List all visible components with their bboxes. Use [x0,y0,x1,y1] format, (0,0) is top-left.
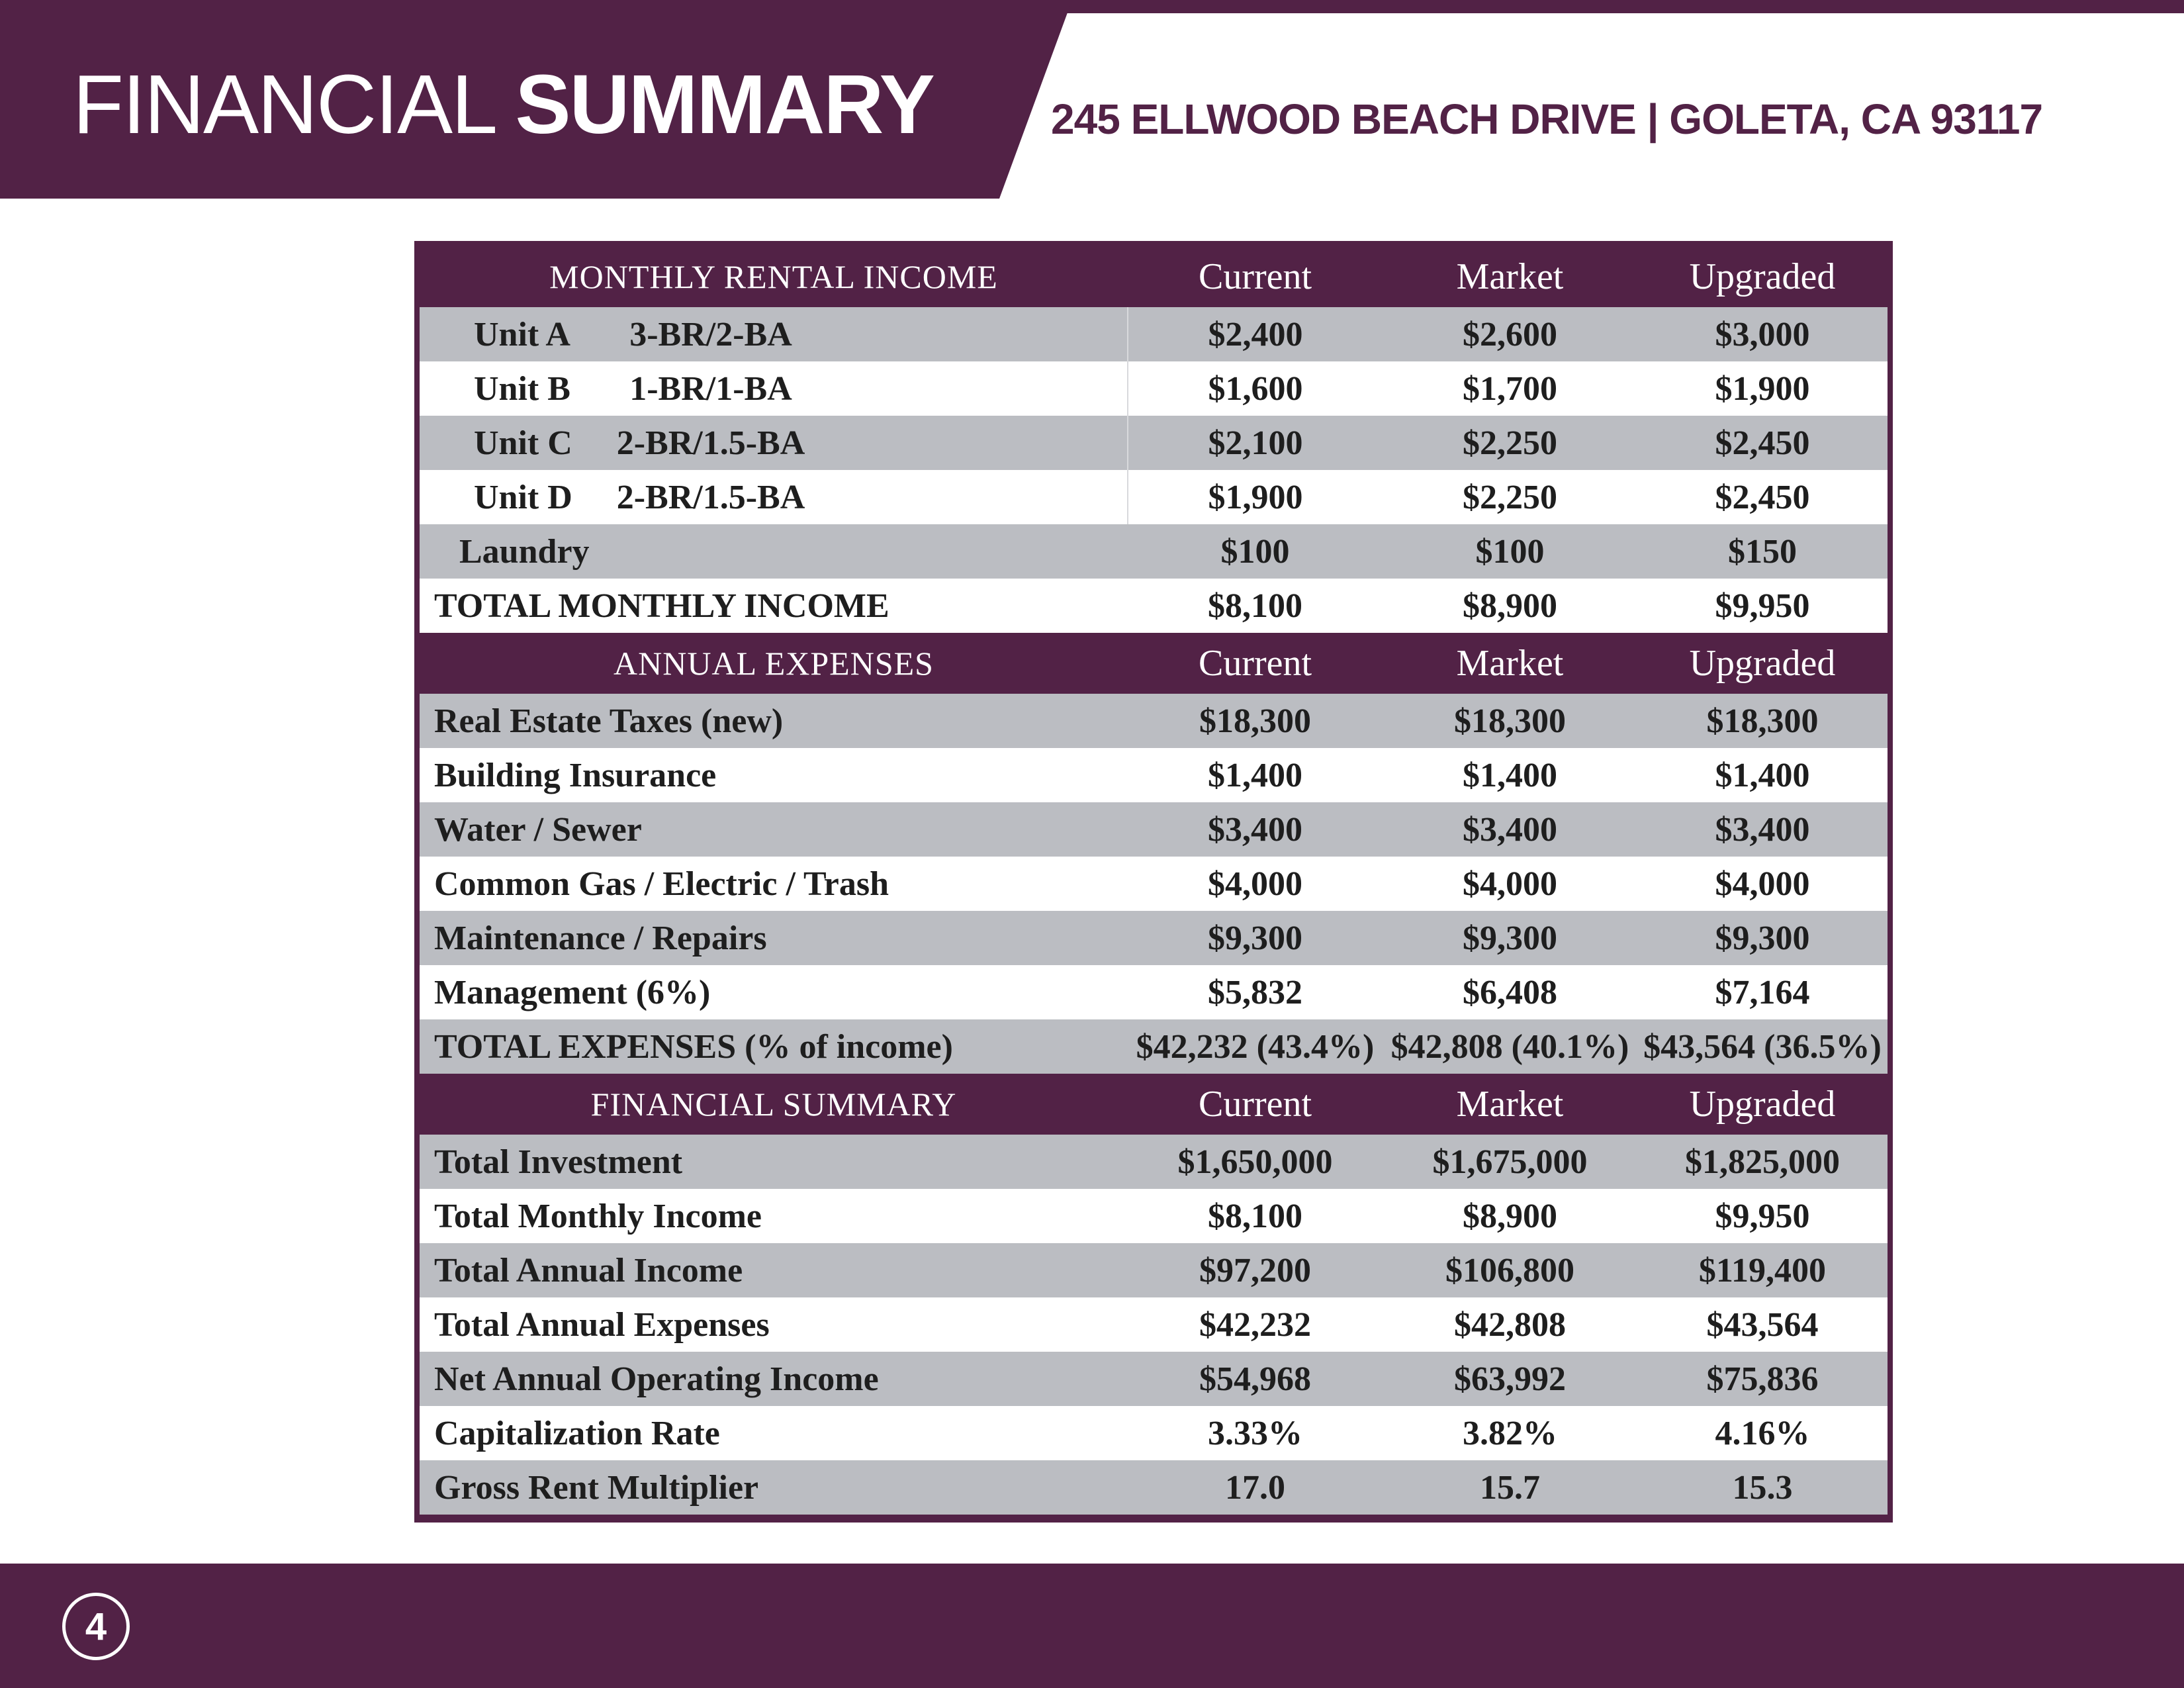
summary-row [420,1352,1888,1406]
value-current: $42,232 (43.4%) [1128,1019,1383,1074]
expenses-col-upgraded: Upgraded [1637,633,1888,694]
unit-name: Unit B [420,361,559,416]
income-row [420,307,1888,361]
expense-label: Common Gas / Electric / Trash [420,857,1128,911]
value-market: $2,600 [1383,307,1637,361]
value-upgraded: $1,825,000 [1637,1135,1888,1189]
footer-band [0,1564,2184,1688]
value-market: $18,300 [1383,694,1637,748]
summary-col-upgraded: Upgraded [1637,1074,1888,1135]
expense-row [420,802,1888,857]
total-expenses-label: TOTAL EXPENSES (% of income) [420,1019,1128,1074]
expenses-col-market: Market [1383,633,1637,694]
value-upgraded: $2,450 [1637,416,1888,470]
expenses-header-row [420,633,1888,694]
value-market: 3.82% [1383,1406,1637,1460]
unit-name: Unit C [420,416,559,470]
spacer-cell [863,307,1128,361]
value-current: $1,900 [1128,470,1383,524]
spacer-cell [863,361,1128,416]
value-current: $9,300 [1128,911,1383,965]
value-current: $54,968 [1128,1352,1383,1406]
value-market: $2,250 [1383,470,1637,524]
income-section-label: MONTHLY RENTAL INCOME [420,246,1128,307]
value-upgraded: $119,400 [1637,1243,1888,1297]
spacer-cell [863,416,1128,470]
page-title [73,58,934,151]
value-upgraded: $1,900 [1637,361,1888,416]
spacer-cell [863,470,1128,524]
summary-label: Net Annual Operating Income [420,1352,1128,1406]
summary-section-label: FINANCIAL SUMMARY [420,1074,1128,1135]
value-market: $42,808 (40.1%) [1383,1019,1637,1074]
value-current: $100 [1128,524,1383,579]
value-upgraded: $150 [1637,524,1888,579]
value-current: $1,650,000 [1128,1135,1383,1189]
expenses-total-row [420,1019,1888,1074]
expense-label: Real Estate Taxes (new) [420,694,1128,748]
total-monthly-income-label: TOTAL MONTHLY INCOME [420,579,1128,633]
value-market: $1,675,000 [1383,1135,1637,1189]
value-upgraded: $43,564 [1637,1297,1888,1352]
value-upgraded: $3,400 [1637,802,1888,857]
financial-table [420,246,1888,1515]
summary-row [420,1460,1888,1515]
unit-type: 2-BR/1.5-BA [559,470,863,524]
value-current: $42,232 [1128,1297,1383,1352]
page-number-badge: 4 [62,1593,130,1660]
value-upgraded: 15.3 [1637,1460,1888,1515]
value-current: $18,300 [1128,694,1383,748]
value-current: $2,400 [1128,307,1383,361]
summary-label: Capitalization Rate [420,1406,1128,1460]
summary-row [420,1189,1888,1243]
value-current: $8,100 [1128,579,1383,633]
value-market: $2,250 [1383,416,1637,470]
value-market: $9,300 [1383,911,1637,965]
value-upgraded: $9,950 [1637,1189,1888,1243]
expense-row [420,911,1888,965]
value-market: $1,700 [1383,361,1637,416]
value-current: $1,600 [1128,361,1383,416]
income-header-row [420,246,1888,307]
value-current: 17.0 [1128,1460,1383,1515]
value-upgraded: $4,000 [1637,857,1888,911]
income-total-row [420,579,1888,633]
expense-row [420,857,1888,911]
value-upgraded: $7,164 [1637,965,1888,1019]
unit-type: 1-BR/1-BA [559,361,863,416]
summary-label: Total Investment [420,1135,1128,1189]
summary-row [420,1406,1888,1460]
value-upgraded: $75,836 [1637,1352,1888,1406]
value-market: $63,992 [1383,1352,1637,1406]
expense-label: Water / Sewer [420,802,1128,857]
page-title-bold: SUMMARY [515,58,934,151]
expense-row [420,965,1888,1019]
income-row [420,416,1888,470]
value-market: 15.7 [1383,1460,1637,1515]
value-current: $8,100 [1128,1189,1383,1243]
value-current: $4,000 [1128,857,1383,911]
income-row [420,470,1888,524]
page-title-light: FINANCIAL [73,58,494,151]
value-current: $97,200 [1128,1243,1383,1297]
value-upgraded: $18,300 [1637,694,1888,748]
income-col-current: Current [1128,246,1383,307]
financial-table-frame [414,241,1893,1523]
unit-type: 3-BR/2-BA [559,307,863,361]
value-market: $100 [1383,524,1637,579]
value-upgraded: $1,400 [1637,748,1888,802]
laundry-label: Laundry [420,524,1128,579]
value-upgraded: $43,564 (36.5%) [1637,1019,1888,1074]
value-upgraded: $9,950 [1637,579,1888,633]
value-market: $8,900 [1383,579,1637,633]
unit-name: Unit A [420,307,559,361]
value-market: $1,400 [1383,748,1637,802]
expense-row [420,748,1888,802]
value-current: 3.33% [1128,1406,1383,1460]
value-current: $2,100 [1128,416,1383,470]
property-address: 245 ELLWOOD BEACH DRIVE | GOLETA, CA 93117 [1051,95,2043,143]
value-market: $6,408 [1383,965,1637,1019]
value-market: $3,400 [1383,802,1637,857]
income-row [420,524,1888,579]
summary-col-current: Current [1128,1074,1383,1135]
summary-label: Total Annual Expenses [420,1297,1128,1352]
value-upgraded: 4.16% [1637,1406,1888,1460]
value-market: $106,800 [1383,1243,1637,1297]
expense-label: Building Insurance [420,748,1128,802]
expenses-col-current: Current [1128,633,1383,694]
value-current: $3,400 [1128,802,1383,857]
summary-row [420,1297,1888,1352]
expense-row [420,694,1888,748]
value-current: $5,832 [1128,965,1383,1019]
expense-label: Maintenance / Repairs [420,911,1128,965]
value-upgraded: $3,000 [1637,307,1888,361]
income-col-market: Market [1383,246,1637,307]
summary-header-row [420,1074,1888,1135]
value-market: $4,000 [1383,857,1637,911]
expenses-section-label: ANNUAL EXPENSES [420,633,1128,694]
summary-label: Total Monthly Income [420,1189,1128,1243]
summary-col-market: Market [1383,1074,1637,1135]
summary-row [420,1243,1888,1297]
income-row [420,361,1888,416]
value-market: $8,900 [1383,1189,1637,1243]
summary-label: Total Annual Income [420,1243,1128,1297]
value-upgraded: $2,450 [1637,470,1888,524]
income-col-upgraded: Upgraded [1637,246,1888,307]
summary-label: Gross Rent Multiplier [420,1460,1128,1515]
value-market: $42,808 [1383,1297,1637,1352]
expense-label: Management (6%) [420,965,1128,1019]
unit-name: Unit D [420,470,559,524]
summary-row [420,1135,1888,1189]
value-upgraded: $9,300 [1637,911,1888,965]
value-current: $1,400 [1128,748,1383,802]
unit-type: 2-BR/1.5-BA [559,416,863,470]
